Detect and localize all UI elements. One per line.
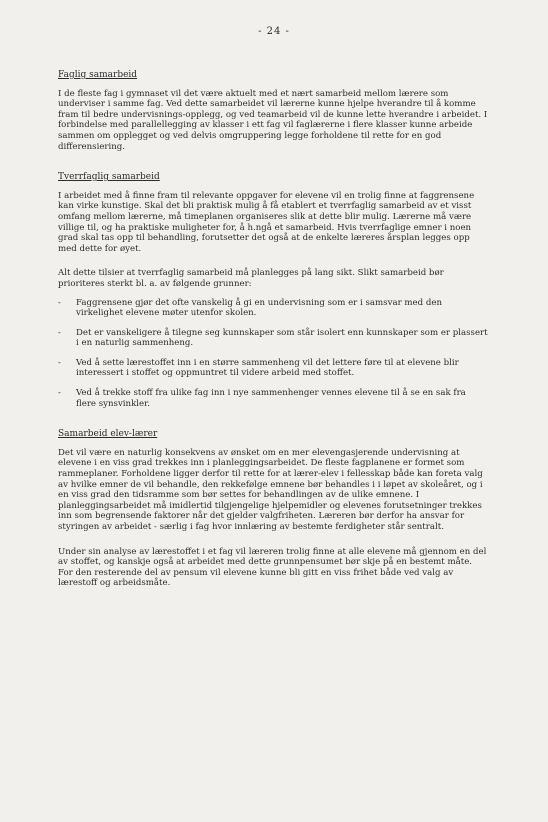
section-heading-tverrfaglig-samarbeid: Tverrfaglig samarbeid bbox=[58, 172, 160, 183]
paragraph: I de fleste fag i gymnaset vil det være aktuelt med et nært samarbeid mellom lærere som underviser i samme fag. Ved dette samarbeidet vil lærerne kunne hjelpe hverandre til å komme fram til bedre undervisnings-opplegg, og ved teamarbeid vil de kunne lette hverandre i arbeidet. I forbindelse med parallellegging av klasser i ett fag vil faglærerne i flere klasser kunne arbeide sammen om opplegget og ved delvis omgruppering legge forholdene til rette for en god differensiering. bbox=[58, 88, 488, 152]
paragraph: Alt dette tilsier at tverrfaglig samarbeid må planlegges på lang sikt. Slikt samarbeid bør prioriteres sterkt bl. a. av følgende grunner: bbox=[58, 268, 444, 289]
bullet-dash: - bbox=[58, 357, 61, 368]
list-item bbox=[58, 388, 488, 409]
list-item-text: Ved å sette lærestoffet inn i en større sammenheng vil det lettere føre til at elevene blir interessert i stoffet og oppmuntret til videre arbeid med stoffet. bbox=[76, 357, 459, 379]
list-item bbox=[58, 298, 488, 319]
bullet-dash: - bbox=[58, 327, 61, 338]
page-number: - 24 - bbox=[258, 26, 290, 37]
list-item bbox=[58, 358, 488, 379]
list-item bbox=[58, 328, 488, 349]
list-item-text: Det er vanskeligere å tilegne seg kunnskaper som står isolert enn kunnskaper som er plassert i en naturlig sammenheng. bbox=[76, 327, 488, 349]
paragraph: Under sin analyse av lærestoffet i et fag vil læreren trolig finne at alle elevene må gjennom en del av stoffet, og kanskje også at arbeidet med dette grunnpensumet bør skje på en bestemt måte. For den resterende del av pensum vil elevene kunne bli gitt en viss frihet både ved valg av lærestoff og arbeidsmåte. bbox=[58, 546, 487, 589]
bullet-dash: - bbox=[58, 388, 61, 399]
paragraph: Det vil være en naturlig konsekvens av ønsket om en mer elevengasjerende undervisning at elevene i en viss grad trekkes inn i planleggingsarbeidet. De fleste fagplanene er formet som rammeplaner. Forholdene ligger derfor til rette for at lærer-elev i fellesskap både kan foreta valg av hvilke emner de vil behandle, den rekkefølge emnene bør behandles i i løpet av skoleåret, og i en viss grad den tidsramme som bør settes for behandlingen av de ulike emnene. I planleggingsarbeidet må imidlertid tilgjengelige hjelpemidler og elevenes forutsetninger trekkes inn som begrensende faktorer når det gjelder valgfriheten. Læreren bør derfor ha ansvar for styringen av arbeidet - særlig i fag hvor innlæring av bestemte ferdigheter står sentralt. bbox=[58, 447, 483, 532]
paragraph: I arbeidet med å finne fram til relevante oppgaver for elevene vil en trolig finne at faggrensene kan virke kunstige. Skal det bli praktisk mulig å få etablert et tverrfaglig samarbeid av et visst omfang mellom lærerne, må timeplanen organiseres slik at dette blir mulig. Lærerne må være villige til, og ha praktiske muligheter for, å h.ngå et samarbeid. Hvis tverrfaglige emner i noen grad skal tas opp til behandling, forutsetter det også at de enkelte læreres årsplan legges opp med dette for øyet. bbox=[58, 190, 475, 254]
bullet-dash: - bbox=[58, 297, 61, 308]
section-heading-faglig-samarbeid: Faglig samarbeid bbox=[58, 70, 138, 80]
list-item-text: Ved å trekke stoff fra ulike fag inn i nye sammenhenger vennes elevene til å se en sak fra flere synsvinkler. bbox=[76, 388, 466, 409]
page-content bbox=[58, 70, 488, 603]
section-heading-samarbeid-elev-laerer: Samarbeid elev-lærer bbox=[58, 429, 158, 440]
reasons-list bbox=[58, 298, 488, 410]
list-item-text: Faggrensene gjør det ofte vanskelig å gi en undervisning som er i samsvar med den virkelighet elevene møter utenfor skolen. bbox=[76, 297, 442, 319]
